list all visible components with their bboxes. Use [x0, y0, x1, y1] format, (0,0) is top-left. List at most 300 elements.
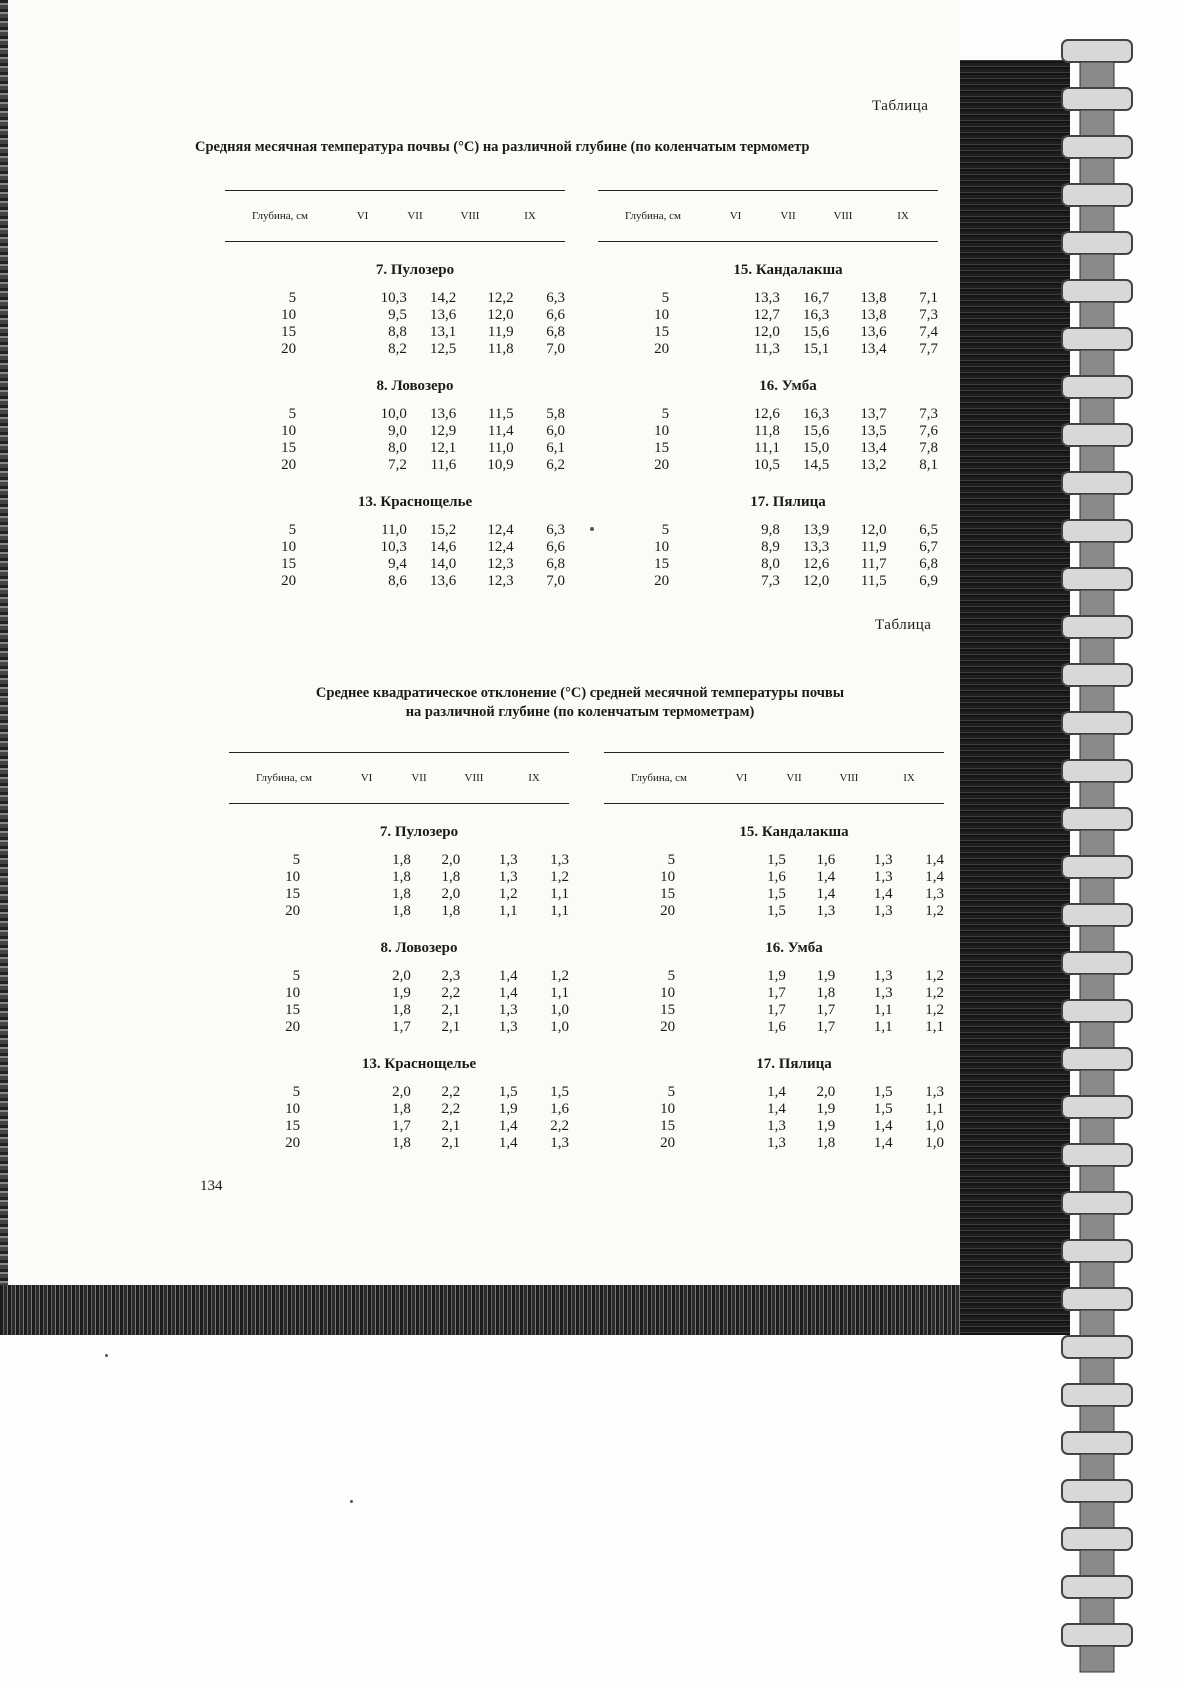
table-row [229, 1135, 569, 1152]
binding-gap [1080, 1454, 1114, 1480]
binding-gap [1080, 446, 1114, 472]
value-ix: 6,0 [546, 423, 565, 439]
table-row [229, 1019, 569, 1036]
value-viii: 1,5 [498, 1084, 518, 1100]
depth-cell: 10 [654, 307, 670, 323]
value-vii: 12,5 [430, 341, 457, 357]
value-ix: 6,8 [546, 556, 565, 572]
binding-gap [1080, 302, 1114, 328]
header-month-vi: VI [729, 210, 742, 222]
table-row [229, 1118, 569, 1135]
value-vi: 9,5 [388, 307, 407, 323]
scan-left-edge [0, 0, 8, 1330]
value-vii: 1,9 [816, 1118, 836, 1134]
binding-loop [1062, 1480, 1132, 1502]
value-ix: 1,6 [550, 1101, 569, 1117]
value-vii: 13,6 [430, 307, 457, 323]
value-viii: 11,5 [860, 573, 887, 589]
table-row [229, 968, 569, 985]
value-vi: 1,5 [767, 886, 786, 902]
value-vii: 2,0 [816, 1084, 836, 1100]
table-header-rule [604, 803, 944, 804]
value-viii: 1,3 [498, 1019, 518, 1035]
value-vi: 11,1 [754, 440, 780, 456]
value-ix: 1,2 [925, 985, 944, 1001]
value-ix: 6,8 [546, 324, 565, 340]
value-vii: 1,6 [816, 852, 836, 868]
value-ix: 1,1 [550, 886, 569, 902]
value-viii: 1,4 [873, 1118, 893, 1134]
value-ix: 1,3 [550, 852, 569, 868]
value-vi: 1,4 [767, 1101, 786, 1117]
value-vii: 2,1 [441, 1135, 461, 1151]
binding-gap [1080, 1214, 1114, 1240]
value-viii: 13,8 [860, 290, 887, 306]
value-viii: 1,3 [873, 852, 893, 868]
binding-loop [1062, 1336, 1132, 1358]
depth-cell: 20 [281, 341, 297, 357]
depth-cell: 5 [667, 968, 676, 984]
binding-loop [1062, 1000, 1132, 1022]
table2-label: Таблица [875, 617, 932, 633]
station-name: 7. Пулозеро [375, 262, 455, 278]
value-vii: 16,3 [803, 307, 830, 323]
depth-cell: 5 [661, 290, 670, 306]
depth-cell: 15 [654, 556, 670, 572]
table-header-rule [229, 803, 569, 804]
value-vi: 1,3 [767, 1135, 786, 1151]
binding-gap [1080, 638, 1114, 664]
header-month-vii: VII [411, 772, 427, 784]
value-viii: 11,0 [487, 440, 514, 456]
value-vii: 1,9 [816, 968, 836, 984]
value-vi: 7,2 [388, 457, 407, 473]
header-depth: Глубина, см [631, 772, 687, 784]
header-month-vi: VI [360, 772, 373, 784]
binding-loop [1062, 1144, 1132, 1166]
table1-title: Средняя месячная температура почвы (°C) на различной глубине (по коленчатым термометр [195, 139, 810, 155]
depth-cell: 15 [285, 1002, 301, 1018]
depth-cell: 5 [288, 522, 297, 538]
value-vi: 1,5 [767, 903, 786, 919]
table-row [604, 968, 944, 985]
header-month-viii: VIII [464, 772, 484, 784]
header-depth: Глубина, см [252, 210, 308, 222]
binding-gap [1080, 1598, 1114, 1624]
binding-gap [1080, 494, 1114, 520]
value-ix: 7,3 [919, 307, 938, 323]
binding-gap [1080, 542, 1114, 568]
value-vii: 2,2 [441, 985, 461, 1001]
value-ix: 2,2 [550, 1118, 569, 1134]
value-ix: 1,2 [925, 1002, 944, 1018]
binding-loop [1062, 1384, 1132, 1406]
depth-cell: 5 [292, 968, 301, 984]
header-month-viii: VIII [839, 772, 859, 784]
station-name: 8. Ловозеро [376, 378, 454, 394]
table1-right-block [598, 190, 938, 590]
binding-loop [1062, 1528, 1132, 1550]
binding-gap [1080, 1550, 1114, 1576]
table-row [225, 307, 565, 324]
value-vii: 13,6 [430, 573, 457, 589]
value-viii: 11,8 [487, 341, 514, 357]
scan-speck [105, 1354, 108, 1357]
binding-gap [1080, 590, 1114, 616]
table-row [225, 324, 565, 341]
binding-gap [1080, 878, 1114, 904]
binding-loop [1062, 904, 1132, 926]
value-viii: 1,3 [873, 869, 893, 885]
value-vi: 10,3 [380, 290, 407, 306]
depth-cell: 5 [288, 406, 297, 422]
binding-loop [1062, 232, 1132, 254]
scan-speck [590, 527, 594, 531]
value-viii: 1,3 [873, 985, 893, 1001]
binding-gap [1080, 1118, 1114, 1144]
binding-gap [1080, 1406, 1114, 1432]
value-vii: 14,2 [430, 290, 457, 306]
value-viii: 13,8 [860, 307, 887, 323]
value-viii: 1,4 [498, 985, 518, 1001]
value-viii: 1,3 [498, 869, 518, 885]
binding-loop [1062, 88, 1132, 110]
binding-loop [1062, 1048, 1132, 1070]
value-vi: 11,8 [754, 423, 780, 439]
value-ix: 7,7 [919, 341, 938, 357]
value-viii: 13,6 [860, 324, 887, 340]
value-vii: 13,1 [430, 324, 457, 340]
depth-cell: 5 [292, 852, 301, 868]
binding-loop [1062, 1288, 1132, 1310]
header-month-viii: VIII [460, 210, 480, 222]
value-viii: 1,4 [873, 1135, 893, 1151]
depth-cell: 20 [285, 1019, 301, 1035]
binding-gap [1080, 830, 1114, 856]
table-row [604, 903, 944, 920]
table-header-rule [598, 241, 938, 242]
binding-loop [1062, 664, 1132, 686]
value-vii: 2,2 [441, 1084, 461, 1100]
value-viii: 1,3 [873, 968, 893, 984]
value-vi: 1,8 [392, 852, 411, 868]
depth-cell: 10 [281, 307, 297, 323]
table-header-rule [225, 241, 565, 242]
value-vi: 1,8 [392, 1101, 411, 1117]
value-vii: 1,4 [816, 869, 836, 885]
value-ix: 7,8 [919, 440, 938, 456]
value-vii: 15,0 [803, 440, 830, 456]
binding-loop [1062, 1624, 1132, 1646]
binding-loop [1062, 472, 1132, 494]
value-ix: 1,0 [550, 1019, 569, 1035]
table-row [225, 423, 565, 440]
value-ix: 7,0 [546, 573, 565, 589]
value-vi: 8,9 [761, 539, 780, 555]
binding-gap [1080, 1310, 1114, 1336]
value-ix: 7,0 [546, 341, 565, 357]
spiral-binding [1060, 30, 1150, 1680]
depth-cell: 10 [281, 539, 297, 555]
depth-cell: 15 [285, 886, 301, 902]
depth-cell: 10 [285, 985, 301, 1001]
depth-cell: 20 [654, 457, 670, 473]
value-vii: 1,7 [816, 1002, 836, 1018]
binding-gap [1080, 926, 1114, 952]
table-row [604, 1019, 944, 1036]
value-viii: 1,4 [498, 968, 518, 984]
value-viii: 12,0 [487, 307, 514, 323]
table-row [598, 290, 938, 307]
value-viii: 1,3 [498, 1002, 518, 1018]
value-ix: 8,1 [919, 457, 938, 473]
value-vi: 1,6 [767, 869, 786, 885]
table-row [229, 1101, 569, 1118]
value-vii: 15,2 [430, 522, 457, 538]
station-name: 8. Ловозеро [380, 940, 458, 956]
depth-cell: 20 [660, 1135, 676, 1151]
table-row [598, 457, 938, 474]
depth-cell: 5 [667, 1084, 676, 1100]
binding-gap [1080, 782, 1114, 808]
depth-cell: 15 [281, 440, 297, 456]
value-viii: 1,1 [873, 1002, 893, 1018]
depth-cell: 15 [654, 440, 670, 456]
table-row [225, 573, 565, 590]
value-vi: 1,4 [767, 1084, 786, 1100]
depth-cell: 15 [654, 324, 670, 340]
value-vi: 2,0 [392, 968, 411, 984]
depth-cell: 5 [292, 1084, 301, 1100]
value-vii: 13,6 [430, 406, 457, 422]
value-vi: 1,7 [392, 1019, 411, 1035]
value-vi: 12,7 [753, 307, 780, 323]
value-viii: 1,2 [498, 886, 518, 902]
value-vi: 1,8 [392, 1135, 411, 1151]
header-month-vii: VII [786, 772, 802, 784]
value-ix: 1,2 [925, 968, 944, 984]
value-viii: 12,0 [860, 522, 887, 538]
table2-title-line1: Среднее квадратическое отклонение (°C) средней месячной температуры почвы [315, 685, 845, 701]
value-viii: 12,4 [487, 539, 514, 555]
header-month-vi: VI [356, 210, 369, 222]
value-vi: 1,8 [392, 903, 411, 919]
value-vi: 10,3 [380, 539, 407, 555]
binding-gap [1080, 974, 1114, 1000]
depth-cell: 10 [285, 1101, 301, 1117]
value-viii: 1,5 [873, 1084, 893, 1100]
value-vi: 1,7 [392, 1118, 411, 1134]
value-ix: 1,1 [550, 903, 569, 919]
value-vi: 9,0 [388, 423, 407, 439]
value-viii: 1,3 [498, 852, 518, 868]
header-month-viii: VIII [833, 210, 853, 222]
binding-loop [1062, 40, 1132, 62]
scan-right-shadow [960, 60, 1070, 1335]
table1-left-block [225, 190, 565, 590]
depth-cell: 10 [281, 423, 297, 439]
value-vi: 1,8 [392, 886, 411, 902]
value-vii: 2,1 [441, 1118, 461, 1134]
table-row [604, 1084, 944, 1101]
table2-title-line2: на различной глубине (по коленчатым термометрам) [405, 704, 755, 720]
value-ix: 1,5 [550, 1084, 569, 1100]
value-vii: 1,8 [816, 985, 836, 1001]
table-row [598, 440, 938, 457]
header-month-ix: IX [897, 210, 909, 222]
value-vi: 8,8 [388, 324, 407, 340]
table-row [604, 985, 944, 1002]
depth-cell: 20 [281, 573, 297, 589]
depth-cell: 20 [285, 903, 301, 919]
table-row [229, 1084, 569, 1101]
table-row [604, 1002, 944, 1019]
depth-cell: 20 [654, 573, 670, 589]
binding-gap [1080, 110, 1114, 136]
value-viii: 11,9 [860, 539, 887, 555]
table-row [229, 903, 569, 920]
value-ix: 7,6 [919, 423, 938, 439]
value-vii: 2,1 [441, 1002, 461, 1018]
value-vi: 8,0 [388, 440, 407, 456]
value-vii: 16,7 [803, 290, 830, 306]
value-vi: 8,0 [761, 556, 780, 572]
station-name: 17. Пялица [756, 1056, 832, 1072]
binding-loop [1062, 328, 1132, 350]
header-month-ix: IX [528, 772, 540, 784]
value-vi: 11,0 [381, 522, 407, 538]
value-ix: 6,6 [546, 539, 565, 555]
binding-gap [1080, 206, 1114, 232]
value-vi: 10,0 [380, 406, 407, 422]
table-row [229, 852, 569, 869]
value-viii: 13,2 [860, 457, 887, 473]
depth-cell: 5 [667, 852, 676, 868]
header-month-vii: VII [780, 210, 796, 222]
binding-gap [1080, 1358, 1114, 1384]
value-viii: 13,7 [860, 406, 887, 422]
binding-loop [1062, 424, 1132, 446]
header-month-ix: IX [524, 210, 536, 222]
binding-gap [1080, 62, 1114, 88]
depth-cell: 20 [660, 903, 676, 919]
value-ix: 1,1 [925, 1019, 944, 1035]
table-row [225, 539, 565, 556]
table-row [598, 539, 938, 556]
value-vii: 11,6 [430, 457, 457, 473]
binding-gap [1080, 1262, 1114, 1288]
value-ix: 6,3 [546, 522, 565, 538]
value-ix: 6,2 [546, 457, 565, 473]
header-depth: Глубина, см [256, 772, 312, 784]
value-vii: 15,6 [803, 423, 830, 439]
depth-cell: 20 [285, 1135, 301, 1151]
table-row [225, 440, 565, 457]
table-header-row [229, 753, 569, 803]
value-vi: 1,3 [767, 1118, 786, 1134]
table-row [229, 985, 569, 1002]
value-ix: 1,4 [925, 869, 944, 885]
value-viii: 13,4 [860, 341, 887, 357]
binding-gap [1080, 1502, 1114, 1528]
value-vii: 1,8 [441, 869, 461, 885]
value-vi: 9,4 [388, 556, 407, 572]
depth-cell: 5 [661, 406, 670, 422]
table2-right-block [604, 752, 944, 1152]
binding-gap [1080, 686, 1114, 712]
table-row [604, 1101, 944, 1118]
table-row [598, 423, 938, 440]
value-vi: 8,2 [388, 341, 407, 357]
depth-cell: 15 [660, 886, 676, 902]
table-row [604, 1118, 944, 1135]
value-vii: 12,9 [430, 423, 457, 439]
depth-cell: 10 [660, 985, 676, 1001]
table-row [604, 1135, 944, 1152]
depth-cell: 10 [654, 423, 670, 439]
table-row [229, 886, 569, 903]
value-ix: 1,1 [925, 1101, 944, 1117]
station-name: 13. Краснощелье [357, 494, 473, 510]
table-row [229, 869, 569, 886]
station-name: 17. Пялица [750, 494, 826, 510]
value-viii: 13,4 [860, 440, 887, 456]
table-row [229, 1002, 569, 1019]
value-vi: 7,3 [761, 573, 780, 589]
table-row [598, 573, 938, 590]
value-vii: 14,5 [803, 457, 830, 473]
depth-cell: 5 [661, 522, 670, 538]
value-viii: 11,9 [487, 324, 514, 340]
value-vii: 1,9 [816, 1101, 836, 1117]
value-vii: 1,7 [816, 1019, 836, 1035]
value-vii: 16,3 [803, 406, 830, 422]
value-vii: 1,4 [816, 886, 836, 902]
depth-cell: 20 [281, 457, 297, 473]
binding-loop [1062, 280, 1132, 302]
value-vii: 15,6 [803, 324, 830, 340]
binding-gap [1080, 1646, 1114, 1672]
table-row [598, 556, 938, 573]
value-vii: 1,8 [816, 1135, 836, 1151]
value-ix: 6,5 [919, 522, 938, 538]
binding-loop [1062, 856, 1132, 878]
value-ix: 1,0 [925, 1118, 944, 1134]
binding-loop [1062, 136, 1132, 158]
value-ix: 1,4 [925, 852, 944, 868]
page-number: 134 [200, 1178, 223, 1194]
depth-cell: 10 [660, 1101, 676, 1117]
value-ix: 1,3 [925, 1084, 944, 1100]
depth-cell: 5 [288, 290, 297, 306]
value-viii: 1,4 [873, 886, 893, 902]
value-vii: 14,0 [430, 556, 457, 572]
binding-gap [1080, 1070, 1114, 1096]
binding-loop [1062, 1432, 1132, 1454]
value-vi: 2,0 [392, 1084, 411, 1100]
value-vi: 1,7 [767, 985, 786, 1001]
table-header-row [225, 191, 565, 241]
value-ix: 1,2 [925, 903, 944, 919]
binding-loop [1062, 616, 1132, 638]
value-vi: 1,7 [767, 1002, 786, 1018]
table-row [225, 406, 565, 423]
binding-loop [1062, 184, 1132, 206]
depth-cell: 15 [285, 1118, 301, 1134]
table-row [604, 869, 944, 886]
table-row [598, 324, 938, 341]
value-viii: 11,7 [860, 556, 887, 572]
